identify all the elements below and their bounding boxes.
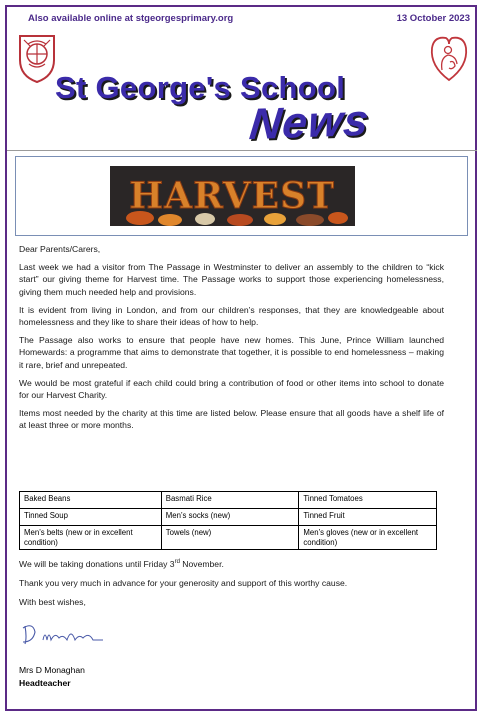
signatory-name: Mrs D Monaghan (19, 665, 85, 675)
table-cell: Tinned Soup (20, 509, 162, 526)
online-note: Also available online at stgeorgesprimary.org (28, 13, 234, 24)
table-cell: Men’s belts (new or in excellent condition) (20, 526, 162, 550)
table-cell: Baked Beans (20, 492, 162, 509)
school-crest-logo (14, 30, 60, 84)
table-cell: Tinned Fruit (299, 509, 437, 526)
handwritten-signature (19, 618, 109, 650)
deadline-ordinal: rd (174, 559, 180, 565)
table-row (20, 526, 437, 550)
harvest-banner-image (110, 166, 355, 226)
mother-child-logo (426, 30, 472, 84)
header-divider (7, 150, 477, 151)
table-cell: Towels (new) (161, 526, 299, 550)
closing-text (19, 556, 444, 615)
table-cell: Men’s socks (new) (161, 509, 299, 526)
letter-body (19, 243, 444, 438)
table-row (20, 492, 437, 509)
issue-date: 13 October 2023 (396, 13, 470, 24)
paragraph: Last week we had a visitor from The Passage in Westminster to deliver an assembly to the children to “kick start” our giving theme for Harvest time. The Passage works to support those experiencing homelessness, giving them much needed help and provisions. (19, 262, 444, 297)
salutation: Dear Parents/Carers, (19, 244, 101, 254)
school-name-heading: St George's School (55, 70, 346, 105)
deadline-suffix: November. (179, 558, 224, 569)
table-cell: Basmati Rice (161, 492, 299, 509)
paragraph: It is evident from living in London, and from our children’s responses, that they are knowledgeable about homelessness and they like to share their ideas of how to help. (19, 304, 444, 328)
paragraph: We would be most grateful if each child could bring a contribution of food or other items into school to donate for our Harvest Charity. (19, 377, 444, 401)
deadline-prefix: We will be taking donations until Friday 3 (19, 558, 175, 569)
news-wordmark: News (247, 95, 372, 150)
harvest-word: HARVEST (129, 175, 335, 217)
signatory-role: Headteacher (19, 678, 71, 688)
closing-line: With best wishes, (19, 597, 86, 608)
top-bar (14, 13, 470, 27)
thanks-line: Thank you very much in advance for your generosity and support of this worthy cause. (19, 578, 348, 589)
table-cell: Tinned Tomatoes (299, 492, 437, 509)
donation-items-table (19, 491, 437, 550)
paragraph: The Passage also works to ensure that people have new homes. This June, Prince William launched Homewards: a programme that aims to demonstrate that together, it is possible to end homelessness – making it rare, brief and unrepeated. (19, 335, 444, 370)
table-cell: Men’s gloves (new or in excellent condition) (299, 526, 437, 550)
table-row (20, 509, 437, 526)
paragraph: Items most needed by the charity at this time are listed below. Please ensure that all goods have a shelf life of at least three or more months. (19, 408, 444, 431)
signoff-block (19, 664, 85, 690)
donation-deadline (19, 556, 444, 570)
